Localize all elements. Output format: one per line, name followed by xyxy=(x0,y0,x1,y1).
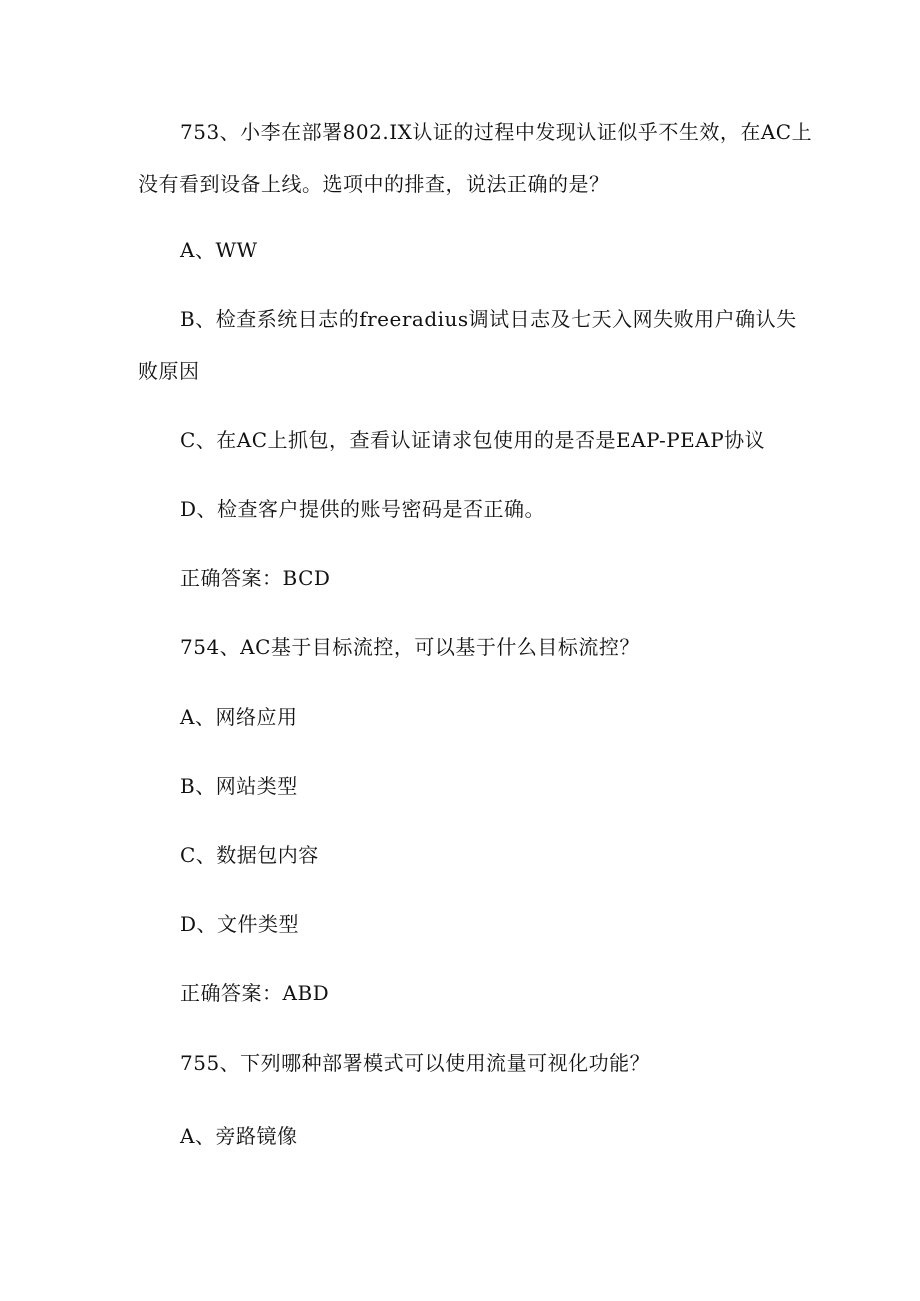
question-754-answer: 正确答案：ABD xyxy=(180,981,330,1005)
question-754-stem: 754、AC基于目标流控，可以基于什么目标流控？ xyxy=(180,635,640,659)
question-753-answer: 正确答案：BCD xyxy=(180,566,331,590)
question-754-option-d: D、文件类型 xyxy=(180,912,300,936)
question-753-option-b-line1: B、检查系统日志的freeradius调试日志及七天入网失败用户确认失 xyxy=(180,307,797,331)
question-753-option-b-line2: 败原因 xyxy=(138,359,200,383)
question-755-option-a: A、旁路镜像 xyxy=(180,1124,298,1148)
question-753-stem-line2: 没有看到设备上线。选项中的排查，说法正确的是？ xyxy=(138,172,610,196)
question-754-option-b: B、网站类型 xyxy=(180,774,298,798)
question-753-option-d: D、检查客户提供的账号密码是否正确。 xyxy=(180,497,546,521)
question-754-option-a: A、网络应用 xyxy=(180,705,298,729)
question-753-stem-line1: 753、小李在部署802.IX认证的过程中发现认证似乎不生效，在AC上 xyxy=(180,120,813,144)
question-755-stem: 755、下列哪种部署模式可以使用流量可视化功能？ xyxy=(180,1051,651,1075)
question-753-option-a: A、WW xyxy=(180,238,258,262)
question-754-option-c: C、数据包内容 xyxy=(180,843,319,867)
question-753-option-c: C、在AC上抓包，查看认证请求包使用的是否是EAP-PEAP协议 xyxy=(180,428,766,452)
